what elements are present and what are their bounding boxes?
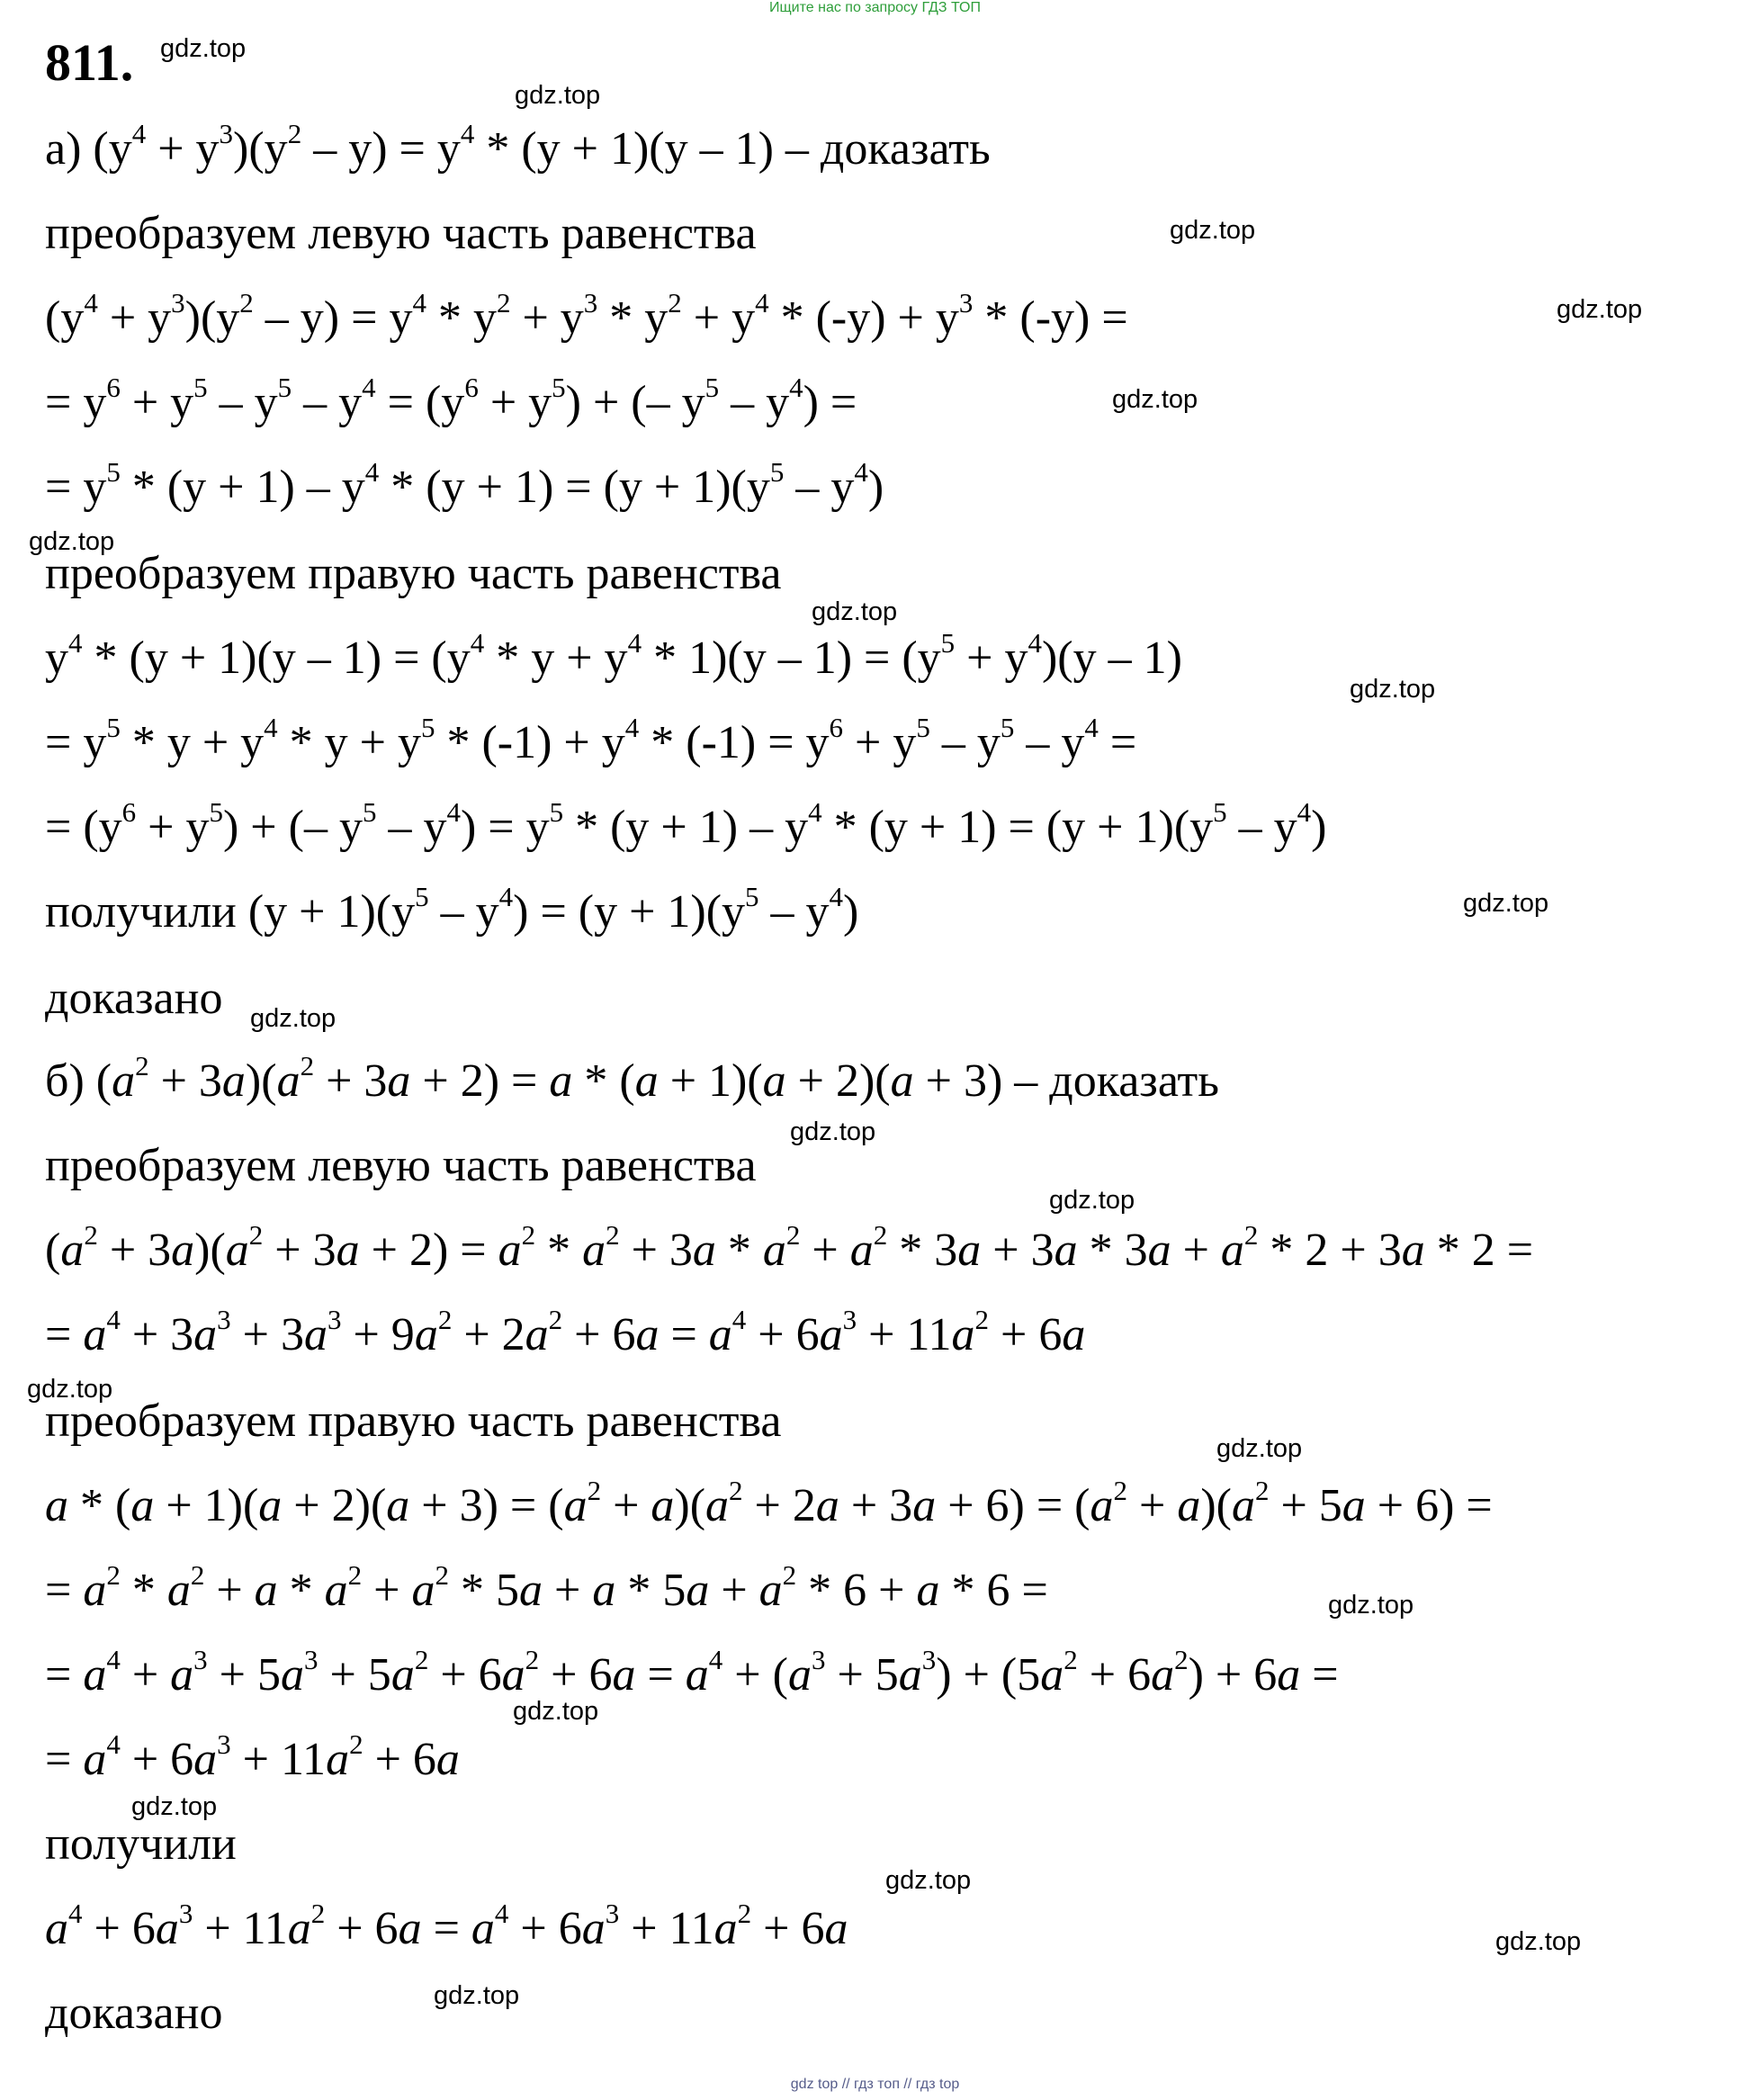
part-a-step-4: $y^4 * (y + 1)(y - 1) = (y^4 * y + y^4 * 1)(y - 1) = (y^5 + y^4)(y - 1)$ <box>45 627 1182 684</box>
part-b-step-5: = $a^4 + a^3 + 5a^3 + 5a^2 + 6a^2 + 6a = a^4 + (a^3 + 5a^3) + (5a^2 + 6a^2) + 6a$ = <box>45 1644 1339 1701</box>
task-number: 811. <box>45 33 134 92</box>
part-a-step-6: = $(y^6 + y^5)$ + (– $y^5 - y^4) = y^5 * (y + 1) - y^4 * (y + 1) = (y + 1)(y^5 - y^4)$ <box>45 796 1327 853</box>
part-b-conclusion: доказано <box>45 1988 223 2039</box>
part-b-step-3: $a * (a + 1)(a + 2)(a + 3) = (a^2 + a)(a^2 + 2a + 3a + 6) = (a^2 + a)(a^2 + 5a + 6)$ = <box>45 1475 1493 1531</box>
watermark: gdz.top <box>250 1004 337 1033</box>
watermark: gdz.top <box>812 597 898 626</box>
watermark: gdz.top <box>1463 889 1549 918</box>
part-a-step-2: = $y^6 + y^5 - y^5 - y^4 = (y^6 + y^5)$ + (– $y^5 - y^4$) = <box>45 372 857 428</box>
part-b-step-6: = $a^4 + 6a^3 + 11a^2 + 6a$ <box>45 1728 460 1785</box>
watermark: gdz.top <box>27 1375 113 1404</box>
part-a-step-1: $(y^4 + y^3)(y^2 - y) = y^4 * y^2 + y^3 * y^2 + y^4 * (-y) + y^3 * (-y)$ = <box>45 287 1128 344</box>
watermark: gdz.top <box>160 34 247 63</box>
part-a-right-heading: преобразуем правую часть равенства <box>45 548 782 599</box>
part-b-result-label: получили <box>45 1818 237 1870</box>
part-b-step-2: = $a^4 + 3a^3 + 3a^3 + 9a^2 + 2a^2 + 6a = a^4 + 6a^3 + 11a^2 + 6a$ <box>45 1304 1086 1360</box>
watermark: gdz.top <box>790 1117 876 1146</box>
part-b-step-1: $(a^2 + 3a)(a^2 + 3a + 2) = a^2 * a^2 + 3a * a^2 + a^2 * 3a + 3a * 3a + a^2 * 2 + 3a * 2$ = <box>45 1219 1534 1276</box>
part-b-statement: б) $(a^2 + 3a)(a^2 + 3a + 2) = a * (a + 1)(a + 2)(a + 3)$ – доказать <box>45 1050 1219 1107</box>
watermark: gdz.top <box>1112 385 1198 414</box>
watermark: gdz.top <box>513 1697 599 1726</box>
part-b-right-heading: преобразуем правую часть равенства <box>45 1396 782 1447</box>
watermark: gdz.top <box>1557 295 1643 324</box>
part-a-step-5: = $y^5 * y + y^4 * y + y^5 * (-1) + y^4 * (-1) = y^6 + y^5 - y^5 - y^4$ = <box>45 712 1137 768</box>
watermark: gdz.top <box>1495 1927 1582 1956</box>
watermark: gdz.top <box>1216 1434 1303 1463</box>
watermark: gdz.top <box>1328 1591 1414 1620</box>
watermark: gdz.top <box>515 81 601 110</box>
part-a-left-heading: преобразуем левую часть равенства <box>45 208 757 259</box>
watermark: gdz.top <box>1049 1186 1135 1215</box>
watermark: gdz.top <box>131 1792 218 1821</box>
search-notice[interactable]: Ищите нас по запросу ГДЗ ТОП <box>769 0 981 15</box>
watermark: gdz.top <box>885 1866 972 1895</box>
watermark: gdz.top <box>434 1981 520 2010</box>
part-b-left-heading: преобразуем левую часть равенства <box>45 1140 757 1191</box>
watermark: gdz.top <box>1170 216 1256 245</box>
watermark: gdz.top <box>29 527 115 556</box>
footer-links[interactable]: gdz top // гдз топ // гдз top <box>790 2077 960 2092</box>
part-a-step-3: = $y^5 * (y + 1) - y^4 * (y + 1) = (y + 1)(y^5 - y^4)$ <box>45 456 884 513</box>
part-b-result: $a^4 + 6a^3 + 11a^2 + 6a = a^4 + 6a^3 + 11a^2 + 6a$ <box>45 1898 848 1954</box>
part-a-conclusion: доказано <box>45 973 223 1024</box>
part-a-result: получили $(y + 1)(y^5 - y^4) = (y + 1)(y^5 - y^4)$ <box>45 881 859 938</box>
watermark: gdz.top <box>1350 675 1436 704</box>
part-b-step-4: = $a^2 * a^2 + a * a^2 + a^2 * 5a + a * 5a + a^2 * 6 + a * 6$ = <box>45 1559 1048 1616</box>
part-a-statement: а) $(y^4 + y^3)(y^2 - y) = y^4 * (y + 1)(y - 1)$ – доказать <box>45 118 991 175</box>
